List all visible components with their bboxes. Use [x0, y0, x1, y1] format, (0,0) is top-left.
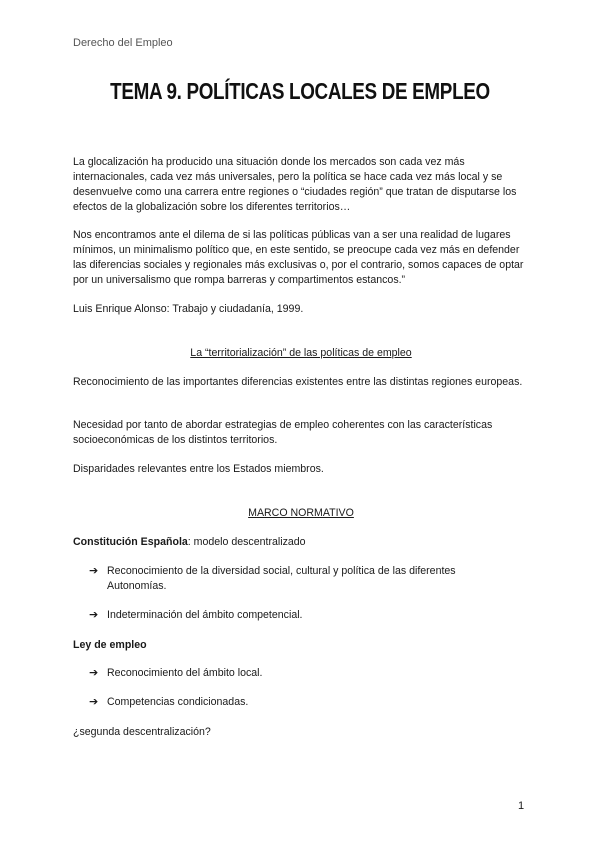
ley-de-empleo-label: Ley de empleo — [73, 639, 147, 651]
constitucion-description: : modelo descentralizado — [187, 536, 306, 548]
arrow-right-icon: ➔ — [89, 609, 99, 621]
list-item-text: Reconocimiento del ámbito local. — [107, 667, 263, 679]
list-item-text: Indeterminación del ámbito competencial. — [107, 609, 303, 621]
section1-paragraph-1: Reconocimiento de las importantes diferencias existentes entre las distintas regiones europeas. — [73, 376, 523, 388]
page-number: 1 — [518, 800, 525, 812]
section-heading-marco-normativo: MARCO NORMATIVO — [248, 507, 354, 519]
arrow-right-icon: ➔ — [89, 565, 99, 577]
page-title: TEMA 9. POLÍTICAS LOCALES DE EMPLEO — [110, 78, 490, 104]
quote-author — [73, 302, 529, 317]
constitucion-line — [73, 535, 529, 550]
list-item-text: Reconocimiento de la diversidad social, cultural y política de las diferentes Autonomías. — [107, 565, 456, 592]
section1-paragraph-3: Disparidades relevantes entre los Estados miembros. — [73, 463, 324, 475]
closing-question: ¿segunda descentralización? — [73, 726, 211, 738]
list-item-text: Competencias condicionadas. — [107, 696, 249, 708]
arrow-right-icon: ➔ — [89, 667, 99, 679]
arrow-right-icon: ➔ — [89, 696, 99, 708]
quote-text-2: Nos encontramos ante el dilema de si las políticas públicas van a ser una realidad de lugares mínimos, un minimalismo político que, en este sentido, se preocupe cada vez más en defender las diferencias sociales y regionales más exclusivas o, por el contrario, somos capaces de optar por un universalismo que rompa barreras y compartimentos estancos.” — [73, 229, 524, 286]
constitucion-label: Constitución Española — [73, 536, 188, 548]
quote-paragraph-1 — [73, 155, 529, 215]
section-heading-territorializacion: La “territorialización” de las políticas de empleo — [190, 347, 412, 359]
quote-author-text: Luis Enrique Alonso: Trabajo y ciudadanía, 1999. — [73, 303, 304, 315]
quote-text-1: La glocalización ha producido una situación donde los mercados son cada vez más internacionales, cada vez más universales, pero la política se hace cada vez más local y se desenvuelve como una carrera entre regiones o “ciudades región” que tratan de disputarse los efectos de la globalización sobre los diferentes territorios… — [73, 156, 517, 213]
list-item — [89, 608, 509, 623]
list-item — [89, 666, 509, 681]
list-item — [89, 564, 509, 594]
quote-paragraph-2 — [73, 228, 529, 288]
section1-paragraph-2: Necesidad por tanto de abordar estrategias de empleo coherentes con las características socioeconómicas de los distintos territorios. — [73, 419, 493, 446]
list-item — [89, 695, 509, 710]
running-header: Derecho del Empleo — [73, 37, 173, 49]
